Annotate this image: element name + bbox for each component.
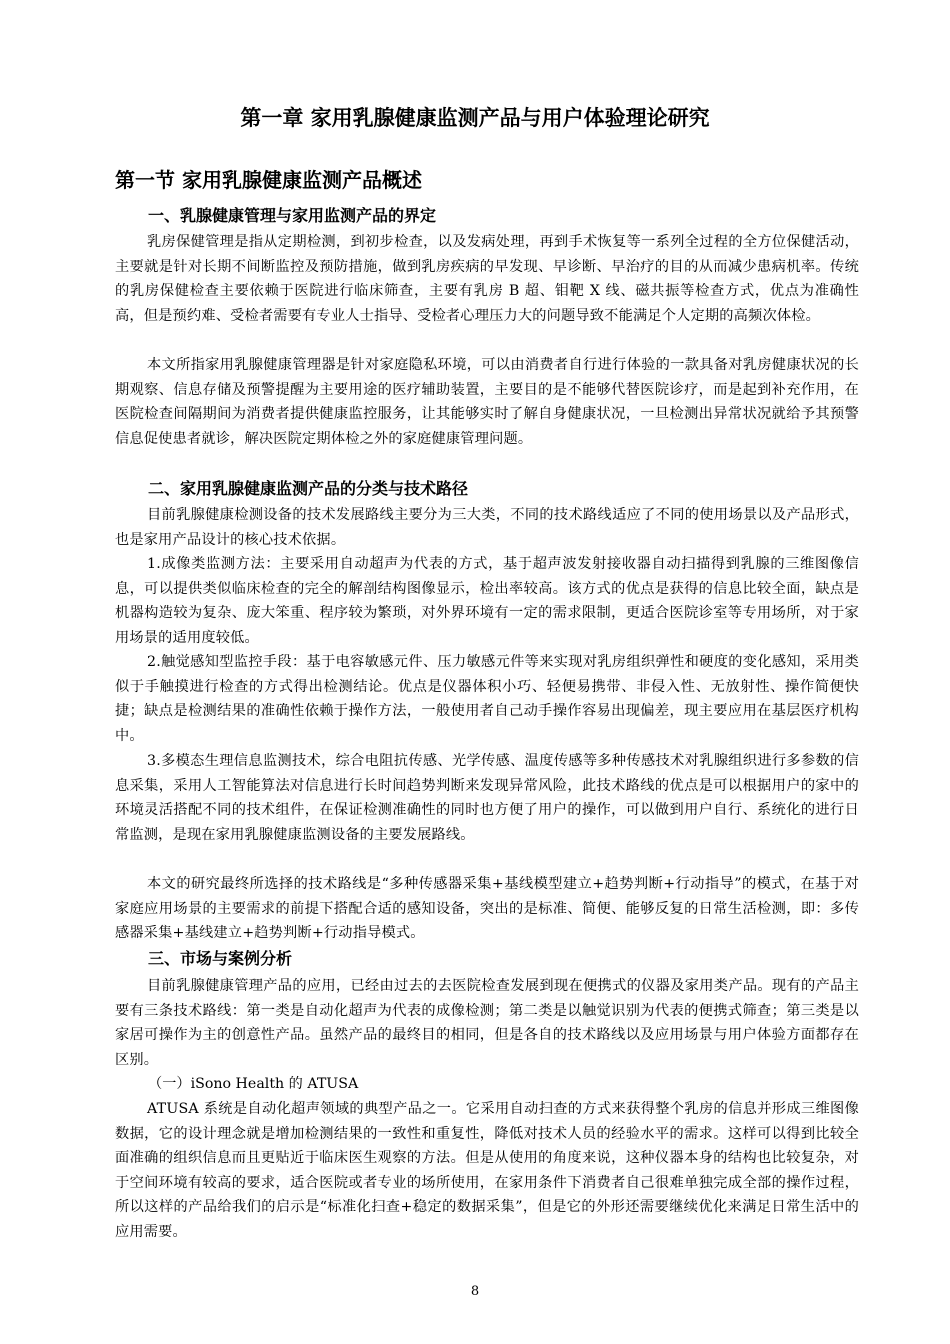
paragraph: 本文的研究最终所选择的技术路线是“多种传感器采集+基线模型建立+趋势判断+行动指导”的模式，在基于对家庭应用场景的主要需求的前提下搭配合适的感知设备，突出的是标准、简便、能够反复的日常生活检测，即：多传感器采集+基线建立+趋势判断+行动指导模式。 — [115, 876, 859, 942]
paragraph: 1.成像类监测方法：主要采用自动超声为代表的方式，基于超声波发射接收器自动扫描得到乳腺的三维图像信息，可以提供类似临床检查的完全的解剖结构图像显示，检出率较高。该方式的优点是获得的信息比较全面，缺点是机器构造较为复杂、庞大笨重、程序较为繁琐，对外界环境有一定的需求限制，更适合医院诊室等专用场所，对于家用场景的适用度较低。 — [115, 556, 859, 646]
paragraph: 2.触觉感知型监控手段：基于电容敏感元件、压力敏感元件等来实现对乳房组织弹性和硬度的变化感知，采用类似于手触摸进行检查的方式得出检测结论。优点是仪器体积小巧、轻便易携带、非侵入性、无放射性、操作简便快捷；缺点是检测结果的准确性依赖于操作方法，一般使用者自己动手操作容易出现偏差，现主要应用在基层医疗机构中。 — [115, 654, 859, 744]
paragraph: 3.多模态生理信息监测技术，综合电阻抗传感、光学传感、温度传感等多种传感技术对乳腺组织进行多参数的信息采集，采用人工智能算法对信息进行长时间趋势判断来发现异常风险，此技术路线的优点是可以根据用户的家中的环境灵活搭配不同的技术组件，在保证检测准确性的同时也方便了用户的操作，可以做到用户自行、系统化的进行日常监测，是现在家用乳腺健康监测设备的主要发展路线。 — [115, 753, 859, 843]
paragraph: 目前乳腺健康检测设备的技术发展路线主要分为三大类，不同的技术路线适应了不同的使用场景以及产品形式，也是家用产品设计的核心技术依据。 — [115, 507, 859, 548]
paragraph: ATUSA 系统是自动化超声领域的典型产品之一。它采用自动扫查的方式来获得整个乳房的信息并形成三维图像数据，它的设计理念就是增加检测结果的一致性和重复性，降低对技术人员的经验水平的需求。这样可以得到比较全面准确的组织信息而且更贴近于临床医生观察的方法。但是从使用的角度来说，这种仪器本身的结构也比较复杂，对于空间环境有较高的要求，适合医院或者专业的场所使用，在家用条件下消费者自己很难单独完成全部的操作过程，所以这样的产品给我们的启示是“标准化扫查+稳定的数据采集”，但是它的外形还需要继续优化来满足日常生活中的应用需要。 — [115, 1101, 859, 1240]
paragraph: 本文所指家用乳腺健康管理器是针对家庭隐私环境，可以由消费者自行进行体验的一款具备对乳房健康状况的长期观察、信息存储及预警提醒为主要用途的医疗辅助装置，主要目的是不能够代替医院诊疗，而是起到补充作用，在医院检查间隔期间为消费者提供健康监控服务，让其能够实时了解自身健康状况，一旦检测出异常状况就给予其预警信息促使患者就诊，解决医院定期体检之外的家庭健康管理问题。 — [115, 357, 859, 447]
case-title: （一）iSono Health 的 ATUSA — [148, 1076, 359, 1092]
chapter-title: 第一章 家用乳腺健康监测产品与用户体验理论研究 — [240, 106, 710, 130]
paragraph: 目前乳腺健康管理产品的应用，已经由过去的去医院检查发展到现在便携式的仪器及家用类产品。现有的产品主要有三条技术路线：第一类是自动化超声为代表的成像检测；第二类是以触觉识别为代表的便携式筛查；第三类是以家居可操作为主的创意性产品。虽然产品的最终目的相同，但是各自的技术路线以及应用场景与用户体验方面都存在区别。 — [115, 978, 859, 1068]
paragraph: 乳房保健管理是指从定期检测，到初步检查，以及发病处理，再到手术恢复等一系列全过程的全方位保健活动，主要就是针对长期不间断监控及预防措施，做到乳房疾病的早发现、早诊断、早治疗的目的从而减少患病机率。传统的乳房保健检查主要依赖于医院进行临床筛查，主要有乳房 B 超、钼靶 X 线、磁共振等检查方式，优点为准确性高，但是预约难、受检者需要有专业人士指导、受检者心理压力大的问题导致不能满足个人定期的高频次体检。 — [115, 234, 859, 324]
subsection-heading-3: 三、市场与案例分析 — [148, 949, 293, 968]
subsection-heading-1: 一、乳腺健康管理与家用监测产品的界定 — [148, 206, 437, 225]
page-number: 8 — [470, 1284, 480, 1299]
section-title: 第一节 家用乳腺健康监测产品概述 — [115, 168, 422, 192]
subsection-heading-2: 二、家用乳腺健康监测产品的分类与技术路径 — [148, 479, 469, 498]
